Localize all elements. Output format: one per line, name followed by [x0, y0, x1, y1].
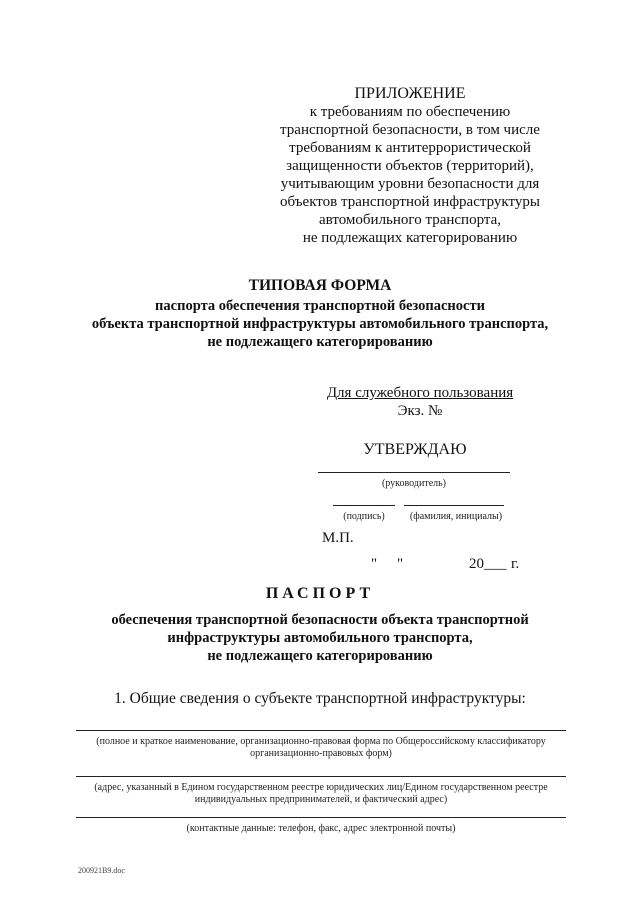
fill-line-name — [76, 730, 566, 731]
approval-title: УТВЕРЖДАЮ — [363, 441, 467, 458]
field-caption-name: (полное и краткое наименование, организационно-правовая форма по Общероссийскому классификатору организационно-правовых форм) — [96, 736, 546, 759]
passport-subtitle-line: обеспечения транспортной безопасности объекта транспортной — [111, 612, 529, 628]
passport-subtitle — [0, 611, 640, 665]
name-line — [404, 505, 504, 506]
date-year: 20___ — [469, 556, 507, 572]
date-quote-close: " — [397, 556, 404, 572]
typical-form-subtitle — [0, 297, 640, 351]
copy-number: Экз. № — [397, 403, 443, 419]
section1-heading: 1. Общие сведения о субъекте транспортной инфраструктуры: — [114, 690, 526, 707]
field-caption-address: (адрес, указанный в Едином государственном реестре юридических лиц/Едином государственном реестре индивидуальных предпринимателей, и фактический адрес) — [94, 782, 548, 805]
passport-subtitle-line: инфраструктуры автомобильного транспорта, — [167, 630, 473, 646]
appendix-line: транспортной безопасности, в том числе — [280, 122, 540, 138]
typical-form-subtitle-line: не подлежащего категорированию — [207, 334, 433, 350]
name-caption: (фамилия, инициалы) — [409, 511, 503, 522]
fill-line-contacts — [76, 817, 566, 818]
typical-form-subtitle-line: паспорта обеспечения транспортной безопасности — [155, 298, 485, 314]
appendix-line: автомобильного транспорта, — [318, 212, 502, 228]
typical-form-subtitle-line: объекта транспортной инфраструктуры автомобильного транспорта, — [91, 316, 549, 332]
typical-form-title: ТИПОВАЯ ФОРМА — [248, 277, 392, 294]
head-caption: (руководитель) — [381, 478, 447, 489]
signature-line — [333, 505, 395, 506]
appendix-block — [260, 85, 560, 247]
passport-subtitle-line: не подлежащего категорированию — [207, 648, 433, 664]
appendix-heading: ПРИЛОЖЕНИЕ — [354, 85, 466, 102]
stamp-label: М.П. — [322, 530, 354, 546]
appendix-line: к требованиям по обеспечению — [309, 104, 511, 120]
footer-filename: 200921В9.doc — [78, 866, 125, 875]
signature-caption: (подпись) — [343, 511, 385, 522]
passport-title: ПАСПОРТ — [265, 585, 375, 602]
fill-line-address — [76, 776, 566, 777]
appendix-line: учитывающим уровни безопасности для — [280, 176, 540, 192]
appendix-line: защищенности объектов (территорий), — [286, 158, 534, 174]
appendix-line: требованиям к антитеррористической — [289, 140, 531, 156]
date-quote-open: " — [371, 556, 378, 572]
head-line — [318, 472, 510, 473]
date-year-suffix: г. — [511, 556, 520, 572]
appendix-line: не подлежащих категорированию — [302, 230, 518, 246]
appendix-line: объектов транспортной инфраструктуры — [280, 194, 540, 210]
classification-block — [310, 384, 530, 420]
classification-label: Для служебного пользования — [326, 385, 514, 401]
field-caption-contacts: (контактные данные: телефон, факс, адрес электронной почты) — [186, 823, 456, 834]
